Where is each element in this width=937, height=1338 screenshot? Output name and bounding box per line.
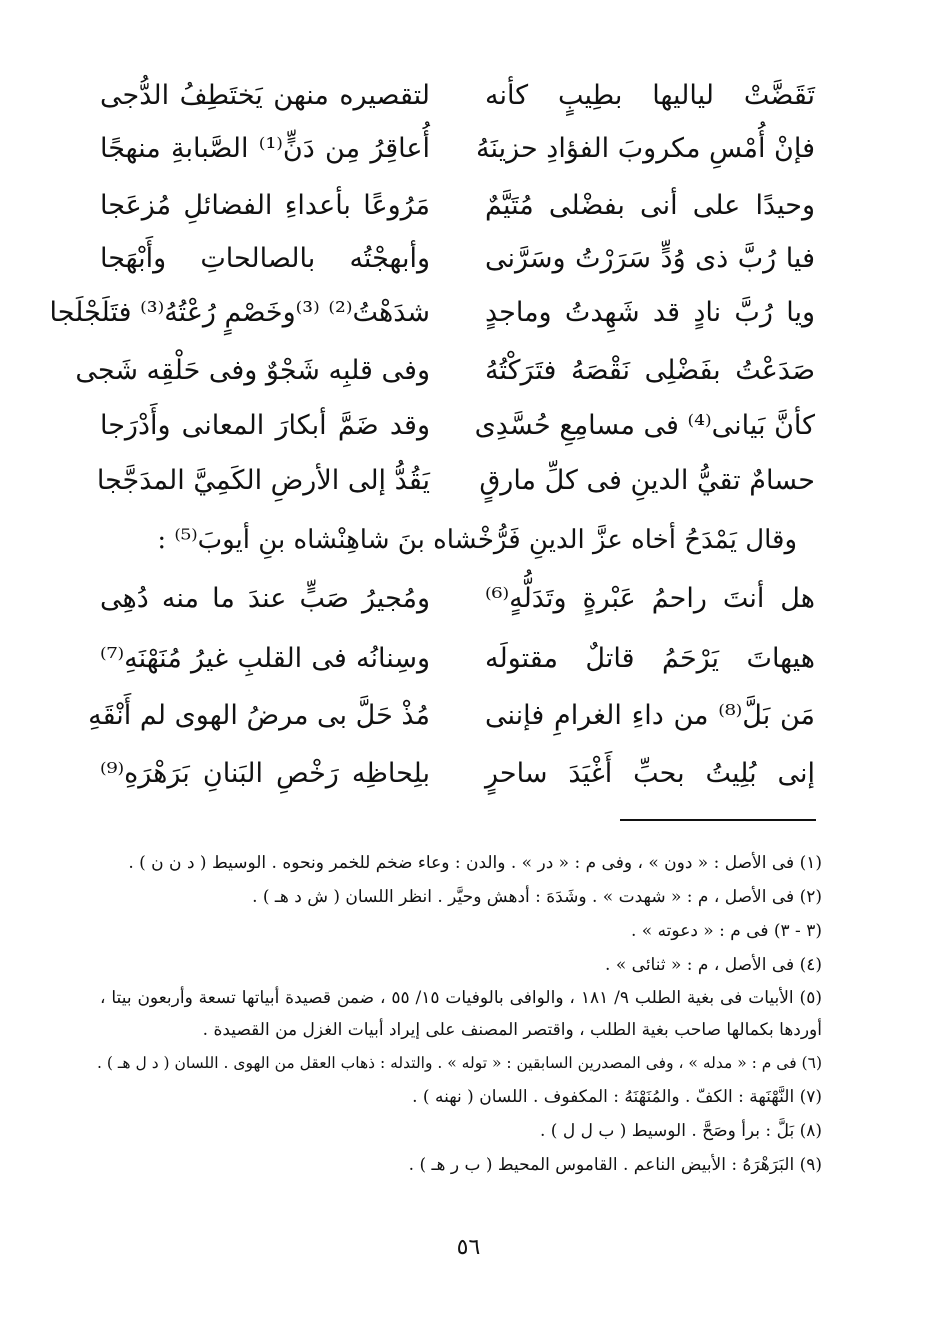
verse-row <box>100 631 815 691</box>
verse-first-hemistich: مَن بَلَّ⁽⁸⁾ من داءِ الغرامِ فإننى <box>485 700 815 731</box>
footnotes <box>97 846 822 1182</box>
verse-row <box>100 121 815 181</box>
verse-second-hemistich: مُذْ حَلَّ بى مرضُ الهوى لم أَنْقَهِ <box>88 700 430 731</box>
footnote: (٩) البَرَهْرَهُ : الأبيض الناعم . القاموس المحيط ( ب ر هـ ) . <box>408 1155 822 1175</box>
verse-row <box>100 178 815 238</box>
verse-first-hemistich: إنى بُلِيتُ بحبِّ أَغْيَدَ ساحرٍ <box>485 758 815 789</box>
poem-introduction: وقال يَمْدَحُ أخاه عزَّ الدينِ فَرُّخْشاه بنَ شاهِنْشاه بنِ أيوبَ⁽⁵⁾ : <box>157 525 797 555</box>
verse-first-hemistich: كأنَّ بَيانى⁽⁴⁾ فى مسامِعِ حُسَّدِى <box>474 410 815 441</box>
verse-second-hemistich: مَرُوعًا بأعداءِ الفضائلِ مُزعَجا <box>100 190 430 221</box>
footnote: (٦) فى م : « مدله » ، وفى المصدرين السابقين : « توله » . والتدله : ذهاب العقل من الهوى . اللسان ( د ل هـ ) . <box>97 1054 822 1072</box>
footnote: (٥) الأبيات فى بغية الطلب ٩/ ١٨١ ، والوافى بالوفيات ١٥/ ٥٥ ، ضمن قصيدة أبياتها تسعة وأربعون بيتا ، أوردها بكمالها صاحب بغية الطلب ، واقتصر المصنف على إيراد أبيات الغزل من القصيدة . <box>100 988 822 1040</box>
footnote: (٢) فى الأصل ، م : « شهدت » . وشَدَهَ : أدهش وحيَّر . انظر اللسان ( ش د هـ ) . <box>252 887 822 907</box>
footnote: (٧) النَّهْنَهة : الكفّ . والمُنَهْنَهُ : المكفوف . اللسان ( نهنه ) . <box>412 1087 822 1107</box>
verse-first-hemistich: فيا رُبَّ ذى وُدٍّ سَرَرْتُ وسَرَّنى <box>485 243 815 274</box>
verse-row <box>88 688 815 748</box>
verse-first-hemistich: هيهاتَ يَرْحَمُ قاتلٌ مقتولَه <box>485 643 815 674</box>
verse-first-hemistich: فإنْ أُمْسِ مكروبَ الفؤادِ حزينَهُ <box>476 133 815 164</box>
verse-second-hemistich: وقد ضَمَّ أبكارَ المعانى وأَدْرَجا <box>100 410 430 441</box>
verse-second-hemistich: لتقصيره منهن يَختَطِفُ الدُّجى <box>100 80 430 111</box>
verse-second-hemistich: بلِحاظِه رَخْصِ البَنانِ بَرَهْرَهِ⁽⁹⁾ <box>100 758 430 789</box>
verse-first-hemistich: صَدَعْتُ بفَضْلِى نَقْصَهُ فتَرَكْتُهُ <box>485 355 815 386</box>
verse-row <box>100 68 815 128</box>
verse-first-hemistich: ويا رُبَّ نادٍ قد شَهِدتُ وماجدٍ <box>485 297 815 328</box>
footnote: (٣ - ٣) فى م : « دعوته » . <box>630 921 822 941</box>
footnote: (٤) فى الأصل ، م : « ثنائى » . <box>605 955 822 975</box>
verse-second-hemistich: ومُجيرُ صَبٍّ عندَ ما منه دُهِى <box>100 583 430 614</box>
page-number: ٥٦ <box>456 1235 481 1260</box>
footnote-separator <box>620 819 816 821</box>
verse-second-hemistich: وسِنانُه فى القلبِ غيرُ مُنَهْنَهِ⁽⁷⁾ <box>100 643 430 674</box>
verse-row <box>100 398 815 458</box>
verse-first-hemistich: تَقَضَّتْ لياليها بطِيبٍ كأنه <box>485 80 815 111</box>
footnote: (١) فى الأصل : « دون » ، وفى م : « در » . والدن : وعاء ضخم للخمر ونحوه . الوسيط ( د ن ن ) . <box>128 853 822 873</box>
verse-first-hemistich: حسامٌ تقيُّ الدينِ فى كلِّ مارقٍ <box>479 465 815 496</box>
footnote: (٨) بَلَّ : برأ وصَحَّ . الوسيط ( ب ل ل ) . <box>539 1121 822 1141</box>
verse-row <box>100 571 815 631</box>
verse-row <box>75 343 815 403</box>
verse-row <box>100 746 815 806</box>
verse-second-hemistich: أُعاقِرُ مِن دَنٍّ⁽¹⁾ الصَّبابةِ منهجًا <box>100 133 430 164</box>
verse-first-hemistich: وحيدًا على أنى بفضْلى مُتَيَّمٌ <box>485 190 815 221</box>
verse-row <box>49 285 815 345</box>
verse-second-hemistich: شدَهْتُ⁽²⁾ ⁽³⁾وخَصْمٍ رُعْتُهُ⁽³⁾ فتَلَجْلَجا <box>49 297 430 328</box>
verse-row <box>100 231 815 291</box>
verse-second-hemistich: يَقُدُّ إلى الأرضِ الكَمِيَّ المدَجَّجا <box>96 465 430 496</box>
verse-second-hemistich: وأبهجْتُه بالصالحاتِ وأَبْهَجا <box>100 243 430 274</box>
verse-row <box>96 453 815 513</box>
verse-first-hemistich: هل أنتَ راحمُ عَبْرةٍ وتَدَلُّهٍ⁽⁶⁾ <box>485 583 815 614</box>
verse-second-hemistich: وفى قلبِه شَجْوٌ وفى حَلْقِه شَجى <box>75 355 430 386</box>
